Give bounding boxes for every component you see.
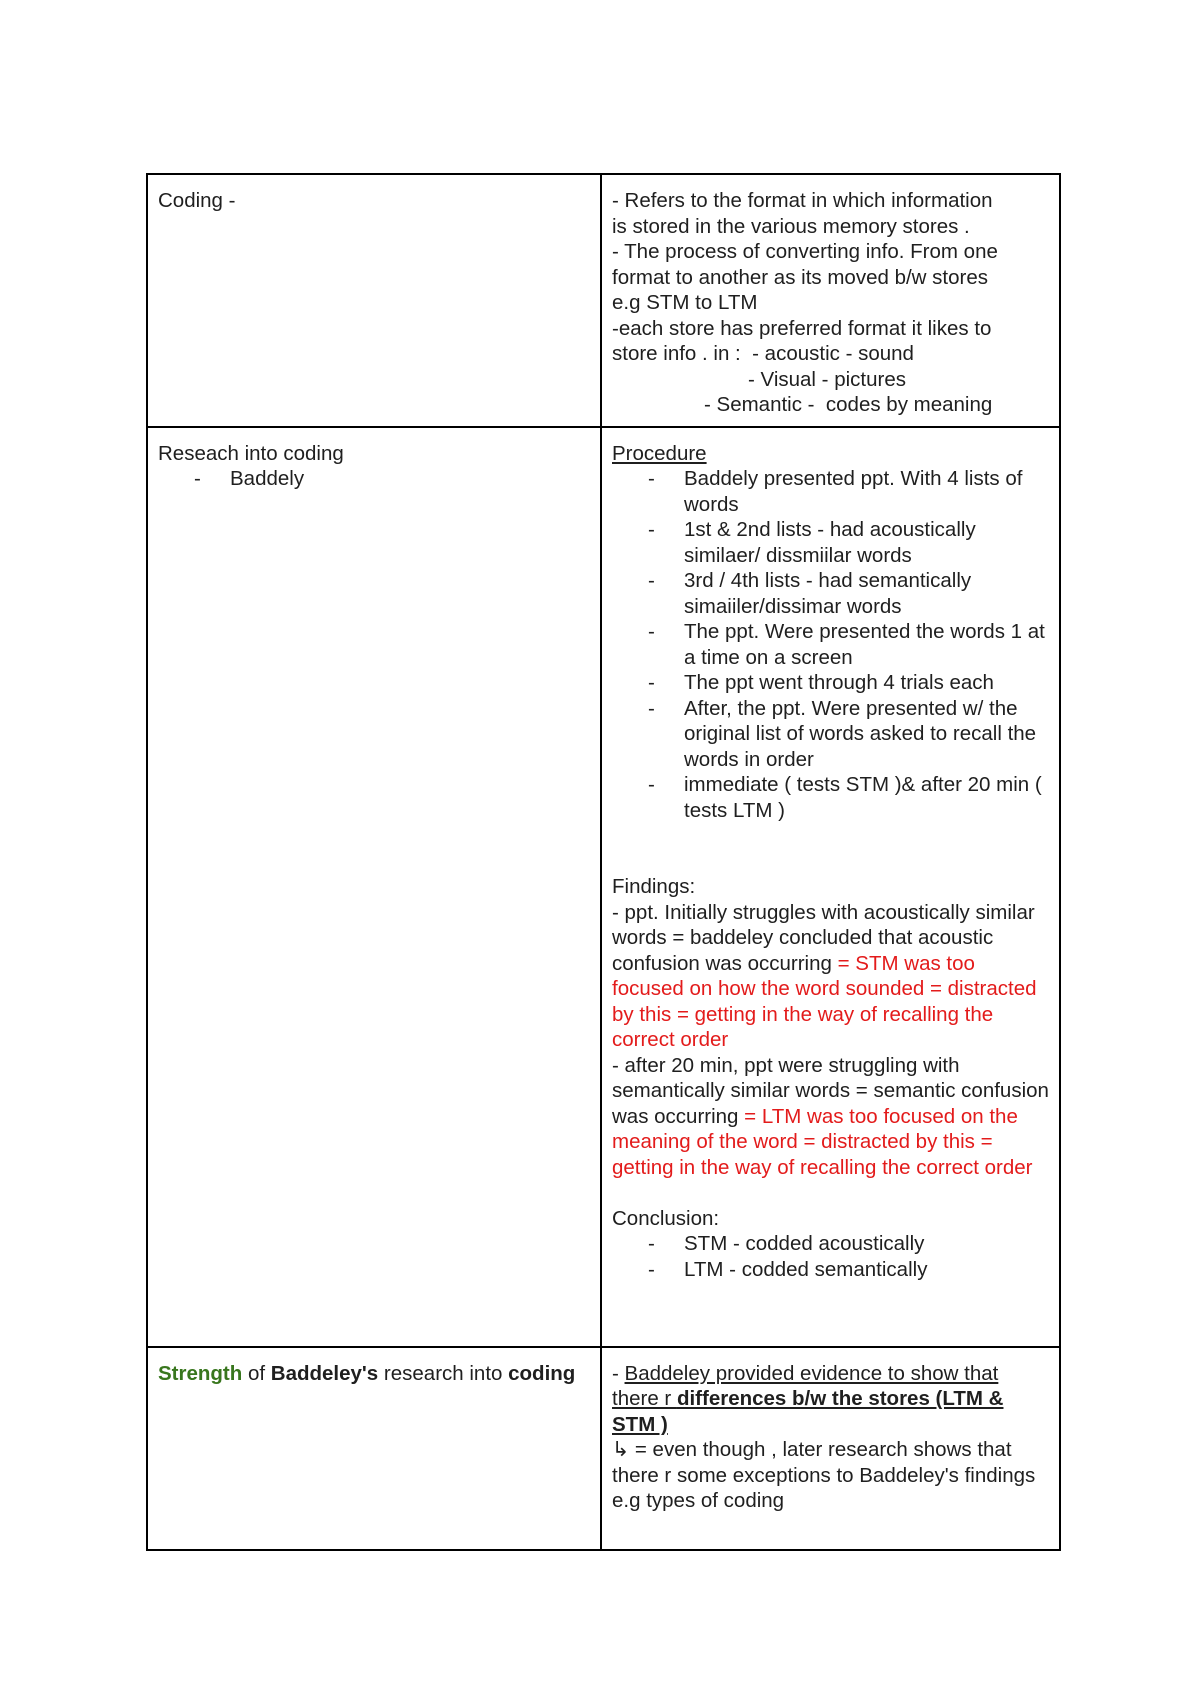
procedure-heading: Procedure	[612, 441, 707, 465]
strength-label: Strength	[158, 1361, 243, 1385]
dash-bullet: -	[648, 518, 655, 541]
dash-bullet: -	[648, 1232, 655, 1255]
list-item: - STM - codded acoustically	[648, 1232, 925, 1255]
text-line: e.g STM to LTM	[612, 291, 758, 314]
list-item: - immediate ( tests STM )& after 20 min ( tests LTM )	[648, 773, 1042, 822]
finding-explanation: = STM was too focused on how the word sounded = distracted by this = getting in the way of recalling the correct order	[612, 951, 1037, 1051]
followup-paragraph: ↳ = even though , later research shows that there r some exceptions to Baddeley's findings e.g types of coding	[612, 1438, 1036, 1512]
text-line: - Refers to the format in which information	[612, 189, 993, 212]
researcher-list	[158, 466, 590, 492]
dash-bullet: -	[648, 1257, 655, 1281]
dash-bullet: -	[648, 569, 655, 592]
dash-bullet: -	[648, 467, 655, 490]
list-item: - LTM - codded semantically	[648, 1257, 928, 1281]
finding-paragraph: - after 20 min, ppt were struggling with semantically similar words = semantic confusion was occurring = LTM was too focused on the meaning of the word = distracted by this = getting in the way of recalling the correct order	[612, 1053, 1049, 1179]
list-item: - Baddely	[194, 467, 305, 490]
list-item: - After, the ppt. Were presented w/ the original list of words asked to recall the words in order	[648, 696, 1037, 771]
conclusion-heading: Conclusion:	[612, 1206, 720, 1230]
dash-bullet: -	[648, 671, 655, 694]
text-line: -each store has preferred format it likes to	[612, 316, 992, 340]
term-coding: Coding -	[158, 189, 236, 212]
term-cell	[147, 427, 601, 1347]
list-item: - The ppt. Were presented the words 1 at a time on a screen	[648, 620, 1045, 669]
term-research: Reseach into coding	[158, 441, 344, 465]
text-line: - Semantic - codes by meaning	[704, 393, 993, 416]
dash-bullet: -	[648, 696, 655, 720]
table-row	[147, 427, 1060, 1347]
term-cell	[147, 174, 601, 427]
dash-bullet: -	[194, 467, 201, 490]
findings-heading: Findings:	[612, 875, 696, 898]
table-row	[147, 1347, 1060, 1550]
text-line: format to another as its moved b/w stores	[612, 265, 988, 289]
list-item: - 1st & 2nd lists - had acoustically similaer/ dissmiilar words	[648, 518, 976, 567]
text-line: - Visual - pictures	[748, 367, 906, 391]
text-line: - The process of converting info. From one	[612, 240, 998, 263]
finding-paragraph: - ppt. Initially struggles with acoustically similar words = baddeley concluded that acoustic confusion was occurring = STM was too focused on how the word sounded = distracted by this = getting in the way of recalling the correct order	[612, 900, 1037, 1051]
dash-bullet: -	[648, 773, 655, 796]
spacer	[612, 1180, 1049, 1206]
evidence-paragraph: - Baddeley provided evidence to show that there r differences b/w the stores (LTM & STM )	[612, 1361, 1004, 1436]
spacer	[612, 823, 1049, 874]
notes-table	[146, 173, 1061, 1551]
procedure-list	[612, 466, 1049, 823]
definition-cell	[601, 174, 1060, 427]
text-line: store info . in : - acoustic - sound	[612, 342, 914, 365]
definition-cell	[601, 1347, 1060, 1550]
list-item: - Baddely presented ppt. With 4 lists of words	[648, 467, 1023, 516]
list-item: - The ppt went through 4 trials each	[648, 671, 994, 694]
finding-explanation: = LTM was too focused on the meaning of the word = distracted by this = getting in the way of recalling the correct order	[612, 1104, 1033, 1179]
arrow-icon: ↳	[612, 1438, 630, 1461]
definition-cell	[601, 427, 1060, 1347]
term-cell: Strength of Baddeley's research into coding	[147, 1347, 601, 1550]
conclusion-list	[612, 1231, 1049, 1282]
dash-bullet: -	[648, 620, 655, 643]
list-item: - 3rd / 4th lists - had semantically simaiiler/dissimar words	[648, 569, 972, 618]
text-line: is stored in the various memory stores .	[612, 214, 970, 238]
table-row	[147, 174, 1060, 427]
